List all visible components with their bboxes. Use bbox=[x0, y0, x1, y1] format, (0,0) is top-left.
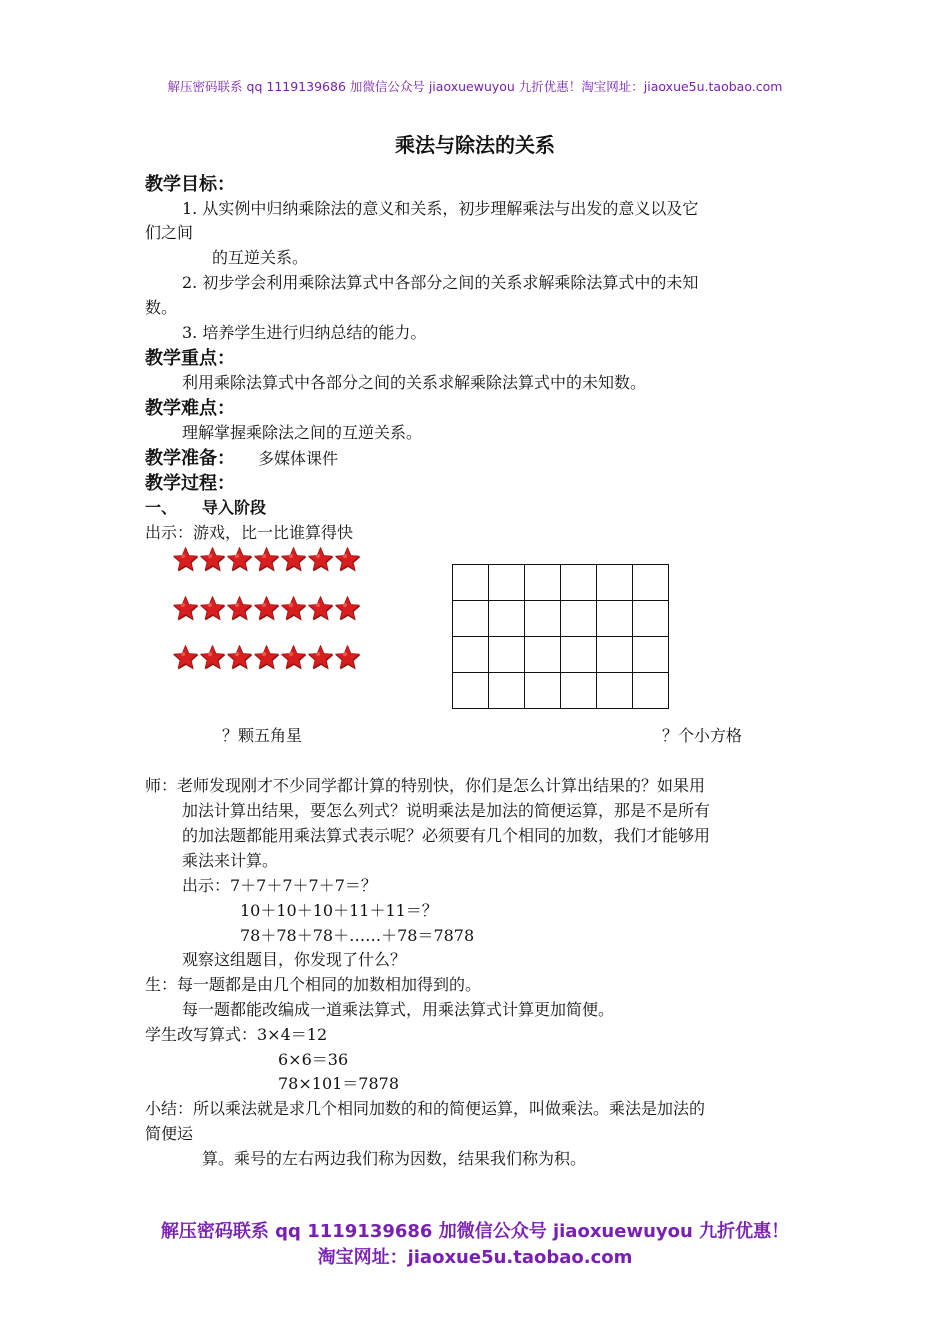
grid-cell bbox=[597, 565, 633, 601]
grid-cell bbox=[561, 637, 597, 673]
grid-caption: ？个小方格 bbox=[662, 726, 743, 745]
grid-cell bbox=[489, 673, 525, 709]
key-point-text: 利用乘除法算式中各部分之间的关系求解乘除法算式中的未知数。 bbox=[182, 373, 647, 392]
grid-cell bbox=[633, 565, 669, 601]
grid-cell bbox=[561, 601, 597, 637]
objective-2-line-a: 2. 初步学会利用乘除法算式中各部分之间的关系求解乘除法算式中的未知 bbox=[182, 273, 699, 292]
star-icon bbox=[307, 546, 334, 573]
star-icon bbox=[280, 546, 307, 573]
grid-row bbox=[453, 673, 669, 709]
star-icon bbox=[172, 546, 199, 573]
example-equation-2: 10＋10＋10＋11＋11＝？ bbox=[240, 901, 438, 920]
grid-cell bbox=[453, 565, 489, 601]
star-icon bbox=[307, 644, 334, 671]
rewrite-equation-3: 78×101＝7878 bbox=[278, 1074, 400, 1093]
grid-cell bbox=[597, 673, 633, 709]
grid-cell bbox=[453, 637, 489, 673]
star-row bbox=[172, 595, 361, 622]
summary-line-1: 小结：所以乘法就是求几个相同加数的和的简便运算，叫做乘法。乘法是加法的 bbox=[145, 1099, 706, 1118]
stage-1-title: 导入阶段 bbox=[202, 498, 267, 517]
grid-cell bbox=[633, 673, 669, 709]
example-equation-1: 出示：7＋7＋7＋7＋7＝？ bbox=[182, 876, 377, 895]
page-title: 乘法与除法的关系 bbox=[395, 133, 555, 157]
teacher-line-4: 乘法来计算。 bbox=[182, 851, 279, 870]
rewrite-equation-1: 学生改写算式：3×4＝12 bbox=[145, 1025, 328, 1044]
footer-contact-line: 解压密码联系 qq 1119139686 加微信公众号 jiaoxuewuyou 九折优惠！ bbox=[160, 1221, 790, 1242]
square-grid-figure bbox=[452, 564, 669, 709]
star-row bbox=[172, 546, 361, 573]
star-icon bbox=[172, 595, 199, 622]
star-icon bbox=[253, 644, 280, 671]
rewrite-equation-2: 6×6＝36 bbox=[278, 1050, 349, 1069]
key-point-heading: 教学重点： bbox=[145, 348, 235, 369]
summary-line-3: 算。乘号的左右两边我们称为因数，结果我们称为积。 bbox=[202, 1149, 587, 1168]
grid-row bbox=[453, 637, 669, 673]
stars-caption: ？颗五角星 bbox=[222, 726, 303, 745]
star-icon bbox=[226, 644, 253, 671]
grid-cell bbox=[561, 673, 597, 709]
grid-cell bbox=[633, 601, 669, 637]
objective-1-line-a: 1. 从实例中归纳乘除法的意义和关系，初步理解乘法与出发的意义以及它 bbox=[182, 199, 699, 218]
student-line-1: 生：每一题都是由几个相同的加数相加得到的。 bbox=[145, 975, 482, 994]
grid-cell bbox=[489, 565, 525, 601]
star-icon bbox=[172, 644, 199, 671]
difficulty-heading: 教学难点： bbox=[145, 398, 235, 419]
preparation-heading: 教学准备： bbox=[145, 448, 235, 469]
grid-cell bbox=[453, 601, 489, 637]
star-icon bbox=[334, 546, 361, 573]
grid-row bbox=[453, 565, 669, 601]
objective-1-line-c: 的互逆关系。 bbox=[212, 248, 309, 267]
star-icon bbox=[226, 595, 253, 622]
stage-1-number: 一、 bbox=[145, 498, 178, 517]
grid-cell bbox=[489, 601, 525, 637]
star-icon bbox=[280, 644, 307, 671]
difficulty-text: 理解掌握乘除法之间的互逆关系。 bbox=[182, 423, 423, 442]
star-icon bbox=[334, 595, 361, 622]
grid-row bbox=[453, 601, 669, 637]
grid-cell bbox=[597, 601, 633, 637]
teacher-line-3: 的加法题都能用乘法算式表示呢？必须要有几个相同的加数，我们才能够用 bbox=[182, 826, 711, 845]
objective-2-line-b: 数。 bbox=[145, 298, 178, 317]
grid-cell bbox=[453, 673, 489, 709]
grid-cell bbox=[525, 637, 561, 673]
star-icon bbox=[280, 595, 307, 622]
grid-cell bbox=[525, 601, 561, 637]
observe-question: 观察这组题目，你发现了什么？ bbox=[182, 950, 407, 969]
objectives-heading: 教学目标： bbox=[145, 174, 235, 195]
grid-cell bbox=[633, 637, 669, 673]
grid-cell bbox=[597, 637, 633, 673]
student-line-2: 每一题都能改编成一道乘法算式，用乘法算式计算更加简便。 bbox=[182, 1000, 615, 1019]
footer-shop-url: 淘宝网址：jiaoxue5u.taobao.com bbox=[317, 1247, 633, 1268]
star-icon bbox=[307, 595, 334, 622]
summary-line-2: 简便运 bbox=[145, 1124, 194, 1143]
objective-1-line-b: 们之间 bbox=[145, 223, 194, 242]
preparation-text: 多媒体课件 bbox=[258, 449, 339, 468]
star-icon bbox=[226, 546, 253, 573]
header-contact-line: 解压密码联系 qq 1119139686 加微信公众号 jiaoxuewuyou 九折优惠！淘宝网址：jiaoxue5u.taobao.com bbox=[167, 79, 783, 94]
star-icon bbox=[199, 595, 226, 622]
star-row bbox=[172, 644, 361, 671]
grid-cell bbox=[561, 565, 597, 601]
grid-cell bbox=[489, 637, 525, 673]
example-equation-3: 78＋78＋78＋……＋78＝7878 bbox=[240, 926, 475, 945]
objective-3: 3. 培养学生进行归纳总结的能力。 bbox=[182, 323, 427, 342]
star-icon bbox=[199, 546, 226, 573]
grid-cell bbox=[525, 565, 561, 601]
teacher-line-1: 师：老师发现刚才不少同学都计算的特别快，你们是怎么计算出结果的？如果用 bbox=[145, 776, 706, 795]
star-icon bbox=[253, 595, 280, 622]
star-icon bbox=[334, 644, 361, 671]
process-heading: 教学过程： bbox=[145, 473, 235, 494]
show-game-line: 出示：游戏，比一比谁算得快 bbox=[145, 523, 354, 542]
star-icon bbox=[199, 644, 226, 671]
grid-cell bbox=[525, 673, 561, 709]
teacher-line-2: 加法计算出结果，要怎么列式？说明乘法是加法的简便运算，那是不是所有 bbox=[182, 801, 711, 820]
star-icon bbox=[253, 546, 280, 573]
